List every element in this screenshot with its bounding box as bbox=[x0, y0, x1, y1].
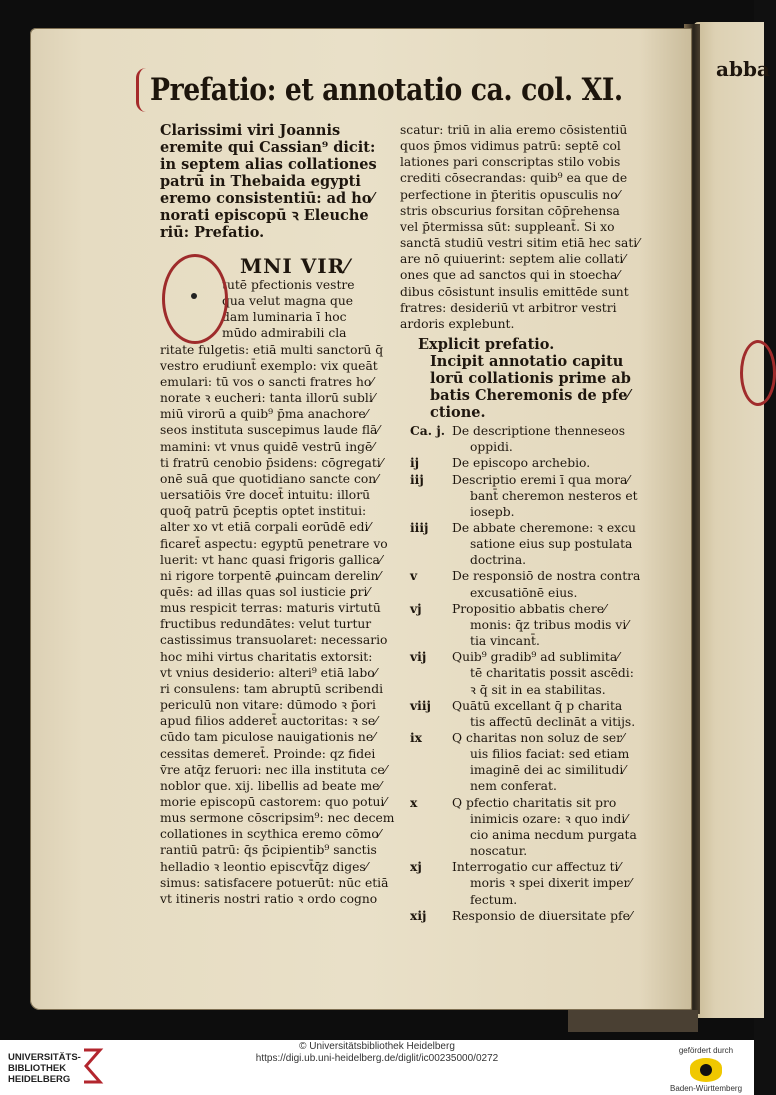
library-name-line: UNIVERSITÄTS- bbox=[8, 1052, 81, 1063]
chapter-title: uis filios faciat: sed etiam bbox=[470, 747, 630, 762]
text-line: castissimus transuolaret: necessario bbox=[160, 633, 388, 648]
chapter-entry-line bbox=[400, 843, 658, 859]
incipit-heading bbox=[400, 353, 658, 421]
chapter-title: De abbate cheremone: ꝛ excu bbox=[452, 520, 636, 535]
text-line: qua velut magna que bbox=[222, 294, 354, 309]
chapter-list bbox=[400, 423, 658, 924]
chapter-number: xij bbox=[410, 907, 427, 923]
chapter-entry-line bbox=[400, 859, 658, 875]
chapter-title: tis affectū declināt a vitijs. bbox=[470, 714, 636, 729]
text-line: eremite qui Cassian⁹ dicit: bbox=[160, 139, 376, 156]
chapter-title: Interrogatio cur affectuz ti⁄ bbox=[452, 860, 621, 875]
chapter-entry-line bbox=[400, 649, 658, 665]
chapter-entry-line bbox=[400, 665, 658, 681]
chapter-title: monis: q̄z tribus modis vi⁄ bbox=[470, 617, 629, 632]
chapter-title: satione eius sup postulata bbox=[470, 537, 633, 552]
left-column bbox=[160, 122, 396, 907]
text-line: stris obscurius forsitan cōp̄rehensa bbox=[400, 203, 620, 218]
chapter-entry-line bbox=[400, 585, 658, 601]
chapter-entry-line bbox=[400, 762, 658, 778]
text-line: noblor que. xij. libellis ad beate me⁄ bbox=[160, 778, 382, 793]
chapter-entry-line bbox=[400, 714, 658, 730]
chapter-title: tia vincant̄. bbox=[470, 634, 540, 649]
chapter-title: oppidi. bbox=[470, 440, 513, 455]
text-line: helladio ꝛ leontio episcvt̄q̄z diges⁄ bbox=[160, 859, 368, 874]
text-line: perfectione in p̄teritis opusculis no⁄ bbox=[400, 187, 620, 202]
text-line: hoc mihi virtus charitatis extorsit: bbox=[160, 649, 373, 664]
text-line: eremo consistentiū: ad ho⁄ bbox=[160, 190, 374, 207]
text-line: dam luminaria ī hoc bbox=[222, 310, 347, 325]
chapter-entry-line bbox=[400, 875, 658, 891]
text-line: vt itineris nostri ratio ꝛ ordo cogno bbox=[160, 891, 378, 906]
text-line: cessitas demeret̄. Proinde: qz fidei bbox=[160, 746, 376, 761]
sponsor-name: Baden-Württemberg bbox=[669, 1084, 743, 1093]
text-line: simus: satisfacere potuerūt: nūc etiā bbox=[160, 875, 389, 890]
chapter-title: inimicis ozare: ꝛ quo indi⁄ bbox=[470, 811, 628, 826]
text-line: vel p̄termissa sūt: suppleant̄. Si xo bbox=[400, 219, 615, 234]
initial-word: MNI VIR⁄ bbox=[240, 254, 350, 278]
chapter-title: cio anima necdum purgata bbox=[470, 827, 637, 842]
text-line: vt vnius desiderio: alteri⁹ etiā labo⁄ bbox=[160, 665, 377, 680]
text-line: ti fratrū cenobio p̄sidens: cōgregati⁄ bbox=[160, 455, 383, 470]
chapter-entry-line bbox=[400, 778, 658, 794]
chapter-title: doctrina. bbox=[470, 553, 527, 568]
copyright-text: © Universitätsbibliothek Heidelberg bbox=[299, 1041, 455, 1052]
chapter-entry-line bbox=[400, 455, 658, 471]
chapter-entry-line bbox=[400, 682, 658, 698]
right-body bbox=[400, 122, 658, 332]
text-line: fructibus redundātes: velut turtur bbox=[160, 617, 372, 632]
chapter-number: ix bbox=[410, 730, 423, 745]
text-line: ni rigore torpentē ꝓuincam derelin⁄ bbox=[160, 568, 381, 583]
copyright-block bbox=[0, 1041, 754, 1065]
library-name-line: HEIDELBERG bbox=[8, 1074, 71, 1085]
chapter-entry-line bbox=[400, 423, 658, 439]
text-line: ri consulens: tam abruptū scribendi bbox=[160, 681, 384, 696]
footer-bar bbox=[0, 1040, 754, 1095]
chapter-title: Quātū excellant q̄ p charita bbox=[452, 698, 623, 713]
chapter-number: xj bbox=[410, 859, 422, 875]
chapter-title: De responsiō de nostra contra bbox=[452, 569, 641, 584]
chapter-entry-line bbox=[400, 552, 658, 568]
text-line: mus sermone cōscripsim⁹: nec decem bbox=[160, 811, 395, 826]
text-line: cūdo tam piculose nauigationis ne⁄ bbox=[160, 730, 376, 745]
chapter-number: iij bbox=[410, 471, 424, 487]
text-line: scatur: triū in alia eremo cōsistentiū bbox=[400, 123, 628, 137]
chapter-title: nem conferat. bbox=[470, 779, 557, 794]
sponsor-block[interactable] bbox=[664, 1046, 748, 1093]
chapter-entry-line bbox=[400, 811, 658, 827]
text-line: ritate fulgetis: etiā multi sanctorū q̄ bbox=[160, 342, 384, 357]
text-line: alter xo vt etiā corpali eorūdē edi⁄ bbox=[160, 520, 371, 535]
chapter-entry-line bbox=[400, 617, 658, 633]
text-line: uersatiōis v̄re docet̄ intuitu: illorū bbox=[160, 488, 371, 503]
text-line: mus respicit terras: maturis virtutū bbox=[160, 601, 381, 616]
chapter-entry-line bbox=[400, 730, 658, 746]
text-line: periculū non vitare: dūmodo ꝛ p̄ori bbox=[160, 698, 376, 713]
text-line: batis Cheremonis de pfe⁄ bbox=[430, 387, 630, 405]
text-line: sanctā studiū vestri sitim etiā hec sati⁄ bbox=[400, 236, 640, 251]
text-line: ardoris explebunt. bbox=[400, 316, 515, 331]
explicit-line: Explicit prefatio. bbox=[418, 336, 555, 354]
text-line: dibus cōsistunt insulis emittēde sunt bbox=[400, 284, 629, 299]
text-line: miū virorū a quib⁹ p̄ma anachore⁄ bbox=[160, 407, 368, 422]
chapter-title: Responsio de diuersitate pfe⁄ bbox=[452, 908, 632, 923]
text-line: norate ꝛ eucheri: tanta illorū subli⁄ bbox=[160, 391, 375, 406]
chapter-number: vj bbox=[410, 600, 422, 616]
text-line: mamini: vt vnus quidē vestrū ingē⁄ bbox=[160, 439, 375, 454]
state-crest-icon bbox=[690, 1058, 722, 1082]
chapter-entry-line bbox=[400, 746, 658, 762]
text-line: quos p̄mos vidimus patrū: septē col bbox=[400, 139, 621, 154]
text-line: riū: Prefatio. bbox=[160, 224, 265, 241]
chapter-entry-line bbox=[400, 908, 658, 924]
chapter-entry-line bbox=[400, 520, 658, 536]
text-line: lorū collationis prime ab bbox=[430, 370, 631, 388]
chapter-entry-line bbox=[400, 892, 658, 908]
chapter-title: bant̄ cheremon nesteros et bbox=[470, 488, 638, 503]
text-line: seos instituta suscepimus laude flā⁄ bbox=[160, 423, 380, 438]
text-line: ones que ad sanctos qui in stoecha⁄ bbox=[400, 268, 620, 283]
chapter-title: fectum. bbox=[470, 892, 518, 907]
chapter-title: De descriptione thenneseos bbox=[452, 424, 626, 439]
chapter-entry-line bbox=[400, 633, 658, 649]
text-line: onē suā que quotidiano sancte con⁄ bbox=[160, 471, 379, 486]
text-line: quoq̄ patrū p̄ceptis optet institui: bbox=[160, 504, 367, 519]
chapter-title: ꝛ q̄ sit in ea stabilitas. bbox=[470, 682, 606, 697]
chapter-title: Quib⁹ gradib⁹ ad sublimita⁄ bbox=[452, 650, 620, 665]
text-line: crediti cōsecrandas: quib⁹ ea que de bbox=[400, 171, 628, 186]
chapter-number: vij bbox=[410, 649, 427, 665]
text-line: v̄re atq̄z feruori: nec illa instituta ce⁄ bbox=[160, 762, 387, 777]
text-line: luerit: vt hanc quasi frigoris gallica⁄ bbox=[160, 552, 382, 567]
chapter-title: Descriptio eremi ī qua mora⁄ bbox=[452, 472, 630, 487]
text-line: norati episcopū ꝛ Eleuche bbox=[160, 207, 369, 224]
chapter-title: Q pfectio charitatis sit pro bbox=[452, 795, 617, 810]
text-line: are nō quiuerint: septem alie collati⁄ bbox=[400, 252, 626, 267]
chapter-title: tē charitatis possit ascēdi: bbox=[470, 666, 634, 681]
chapter-number: iiij bbox=[410, 519, 429, 535]
chapter-entry-line bbox=[400, 601, 658, 617]
text-line: emulari: tū vos o sancti fratres ho⁄ bbox=[160, 374, 374, 389]
chapter-entry-line bbox=[400, 504, 658, 520]
chapter-entry-line bbox=[400, 472, 658, 488]
text-line: fratres: desideriū vt arbitror vestri bbox=[400, 300, 617, 315]
text-line: collationes in scythica eremo cōmo⁄ bbox=[160, 827, 381, 842]
text-line: rantiū patrū: q̄s p̄cipientib⁹ sanctis bbox=[160, 843, 377, 858]
page-edge bbox=[568, 1010, 698, 1032]
chapter-entry-line bbox=[400, 795, 658, 811]
chapter-title: iosepb. bbox=[470, 504, 515, 519]
facing-page-heading: abba bbox=[716, 57, 770, 81]
facing-page bbox=[694, 22, 764, 1018]
chapter-title: imaginē dei ac similitudi⁄ bbox=[470, 763, 626, 778]
chapter-entry-line bbox=[400, 827, 658, 843]
sponsor-label: gefördert durch bbox=[678, 1046, 734, 1055]
chapter-number: v bbox=[410, 568, 418, 584]
chapter-entry-line bbox=[400, 536, 658, 552]
chapter-title: Propositio abbatis chere⁄ bbox=[452, 601, 607, 616]
chapter-title: noscatur. bbox=[470, 844, 528, 859]
text-line: mūdo admirabili cla bbox=[222, 326, 347, 341]
library-name-line: BIBLIOTHEK bbox=[8, 1063, 67, 1074]
chapter-title: excusatiōnē eius. bbox=[470, 585, 578, 600]
text-line: tutē pfectionis vestre bbox=[222, 278, 355, 292]
chapter-number: ij bbox=[410, 455, 420, 471]
chapter-entry-line bbox=[400, 698, 658, 714]
text-line: vestro erudiunt̄ exemplo: vix queāt bbox=[160, 358, 378, 373]
text-line: ctione. bbox=[430, 404, 486, 422]
text-line: Incipit annotatio capitu bbox=[430, 353, 624, 371]
intro-heading bbox=[160, 122, 396, 241]
decorated-initial bbox=[162, 254, 228, 344]
chapter-entry-line bbox=[400, 488, 658, 504]
text-line: ficaret̄ aspectu: egyptū penetrare vo bbox=[160, 536, 388, 551]
permalink[interactable]: https://digi.ub.uni-heidelberg.de/diglit/ic00235000/0272 bbox=[255, 1053, 499, 1064]
text-line: quēs: ad illas quas sol iusticie ꝑri⁄ bbox=[160, 584, 370, 599]
text-line: lationes pari conscriptas stilo vobis bbox=[400, 155, 621, 170]
chapter-number: Ca. j. bbox=[410, 423, 446, 439]
chapter-entry-line bbox=[400, 439, 658, 455]
body-text bbox=[160, 342, 396, 907]
chapter-title: moris ꝛ spei dixerit imper⁄ bbox=[470, 876, 632, 891]
text-line: apud filios adderet̄ auctoritas: ꝛ se⁄ bbox=[160, 714, 378, 729]
text-line: morie episcopū castorem: quo potui⁄ bbox=[160, 795, 387, 809]
chapter-title: Q charitas non soluz de ser⁄ bbox=[452, 731, 625, 745]
text-line: patrū in Thebaida egypti bbox=[160, 173, 361, 190]
text-line: Clarissimi viri Joannis bbox=[160, 122, 341, 139]
chapter-number: x bbox=[410, 794, 418, 810]
chapter-entry-line bbox=[400, 568, 658, 584]
page-heading: Prefatio: et annotatio ca. col. XI. bbox=[150, 72, 623, 108]
explicit-heading bbox=[400, 336, 658, 353]
chapter-number: viij bbox=[410, 697, 431, 713]
text-line: in septem alias collationes bbox=[160, 156, 377, 173]
chapter-title: De episcopo archebio. bbox=[452, 456, 591, 471]
right-column bbox=[400, 122, 658, 924]
facing-page-initial bbox=[740, 340, 776, 406]
